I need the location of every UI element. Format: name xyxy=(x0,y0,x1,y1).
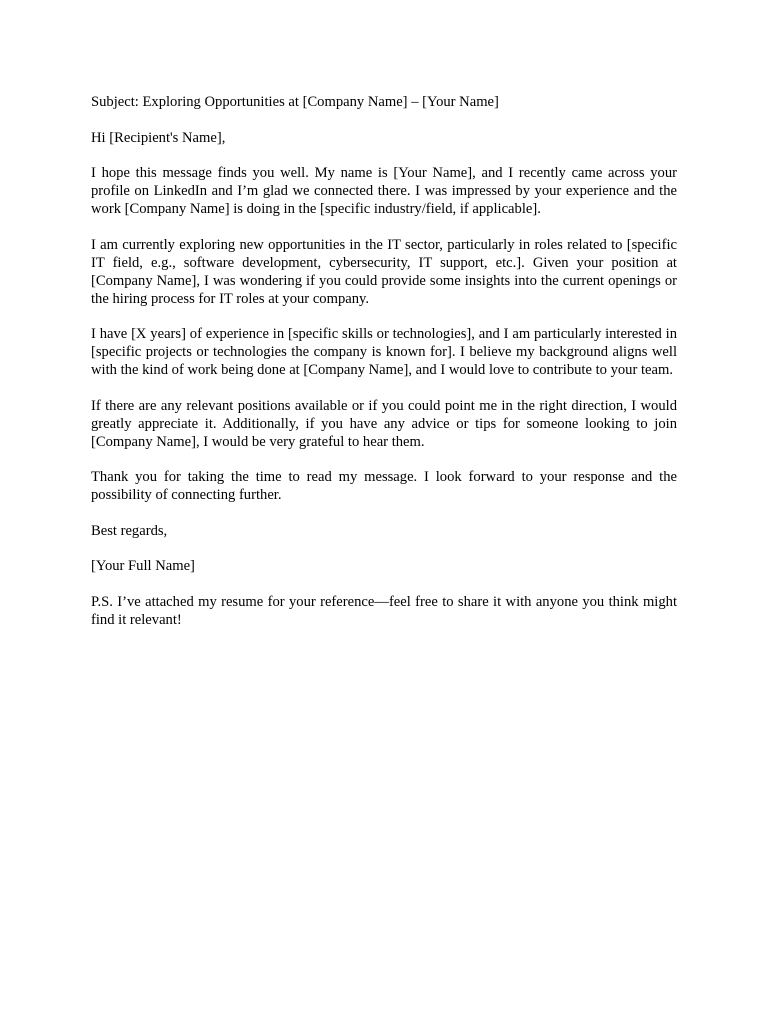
letter-body xyxy=(91,93,677,646)
signature: [Your Full Name] xyxy=(91,558,195,574)
postscript: P.S. I’ve attached my resume for your reference—feel free to share it with anyone you think might find it relevant! xyxy=(91,593,677,628)
greeting: Hi [Recipient's Name], xyxy=(91,129,226,146)
subject-line: Subject: Exploring Opportunities at [Company Name] – [Your Name] xyxy=(91,94,499,110)
paragraph-intro: I hope this message finds you well. My name is [Your Name], and I recently came across your profile on LinkedIn and I’m glad we connected there. I was impressed by your experience and the work [Company Name] is doing in the [specific industry/field, if applicable]. xyxy=(91,165,677,217)
paragraph-opportunities: I am currently exploring new opportunities in the IT sector, particularly in roles related to [specific IT field, e.g., software development, cybersecurity, IT support, etc.]. Given your position at [Company Name], I was wondering if you could provide some insights into the current openings or the hiring process for IT roles at your company. xyxy=(91,236,677,307)
closing: Best regards, xyxy=(91,522,168,539)
paragraph-experience: I have [X years] of experience in [specific skills or technologies], and I am particularly interested in [specific projects or technologies the company is known for]. I believe my background aligns well with the kind of work being done at [Company Name], and I would love to contribute to your team. xyxy=(91,326,677,378)
paragraph-request: If there are any relevant positions available or if you could point me in the right direction, I would greatly appreciate it. Additionally, if you have any advice or tips for someone looking to join [Company Name], I would be very grateful to hear them. xyxy=(91,397,677,450)
paragraph-thanks: Thank you for taking the time to read my message. I look forward to your response and the possibility of connecting further. xyxy=(91,469,677,503)
